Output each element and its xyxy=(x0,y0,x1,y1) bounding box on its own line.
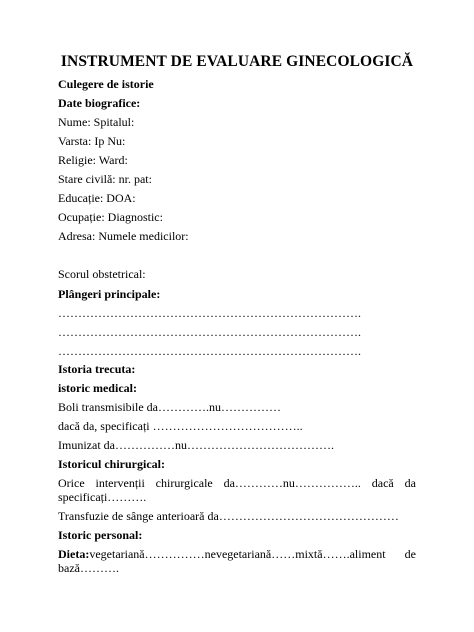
bio-data-heading: Date biografice: xyxy=(58,96,141,110)
history-collection-heading: Culegere de istorie xyxy=(58,77,154,91)
surgery-word: da…………nu…………….. xyxy=(223,476,361,490)
surgery-row xyxy=(58,476,416,490)
diet-staple-line: bază………. xyxy=(58,561,119,575)
diet-label: Dieta: xyxy=(58,547,90,561)
field-education: Educație: DOA: xyxy=(58,191,136,205)
diet-word: de xyxy=(404,547,416,561)
field-address: Adresa: Numele medicilor: xyxy=(58,229,189,243)
field-name: Nume: Spitalul: xyxy=(58,115,135,129)
immunized-line: Imunizat da……………nu………………………………. xyxy=(58,438,334,452)
surgery-word: da xyxy=(404,476,416,490)
medical-history-heading: istoric medical: xyxy=(58,381,137,395)
complaint-dotted-line: …………………………………………………………………. xyxy=(58,344,361,358)
surgical-history-heading: Istoricul chirurgical: xyxy=(58,457,165,471)
personal-history-heading: Istoric personal: xyxy=(58,528,143,542)
obstetric-score: Scorul obstetrical: xyxy=(58,267,146,281)
transfusion-line: Transfuzie de sânge anterioară da……………………………………… xyxy=(58,509,399,523)
field-civil-status: Stare civilă: nr. pat: xyxy=(58,172,152,186)
past-history-heading: Istoria trecuta: xyxy=(58,362,136,376)
diet-options xyxy=(58,547,386,561)
document-title: INSTRUMENT DE EVALUARE GINECOLOGICĂ xyxy=(60,53,414,70)
field-age: Varsta: Ip Nu: xyxy=(58,134,126,148)
field-religion: Religie: Ward: xyxy=(58,153,128,167)
surgery-specify-line: specificați………. xyxy=(58,490,147,504)
main-complaints-heading: Plângeri principale: xyxy=(58,287,161,301)
diet-row xyxy=(58,547,416,561)
specify-line: dacă da, specificați ……………………………….. xyxy=(58,419,303,433)
surgery-word: intervenții xyxy=(95,476,145,490)
surgery-word: Orice xyxy=(58,476,85,490)
surgery-word: chirurgicale xyxy=(155,476,213,490)
field-occupation: Ocupație: Diagnostic: xyxy=(58,210,163,224)
diet-choices: vegetariană……………nevegetariană……mixtă…….aliment xyxy=(89,547,386,561)
complaint-dotted-line: …………………………………………………………………. xyxy=(58,325,361,339)
std-line: Boli transmisibile da………….nu…………… xyxy=(58,400,281,414)
surgery-word: dacă xyxy=(371,476,394,490)
complaint-dotted-line: …………………………………………………………………. xyxy=(58,306,361,320)
